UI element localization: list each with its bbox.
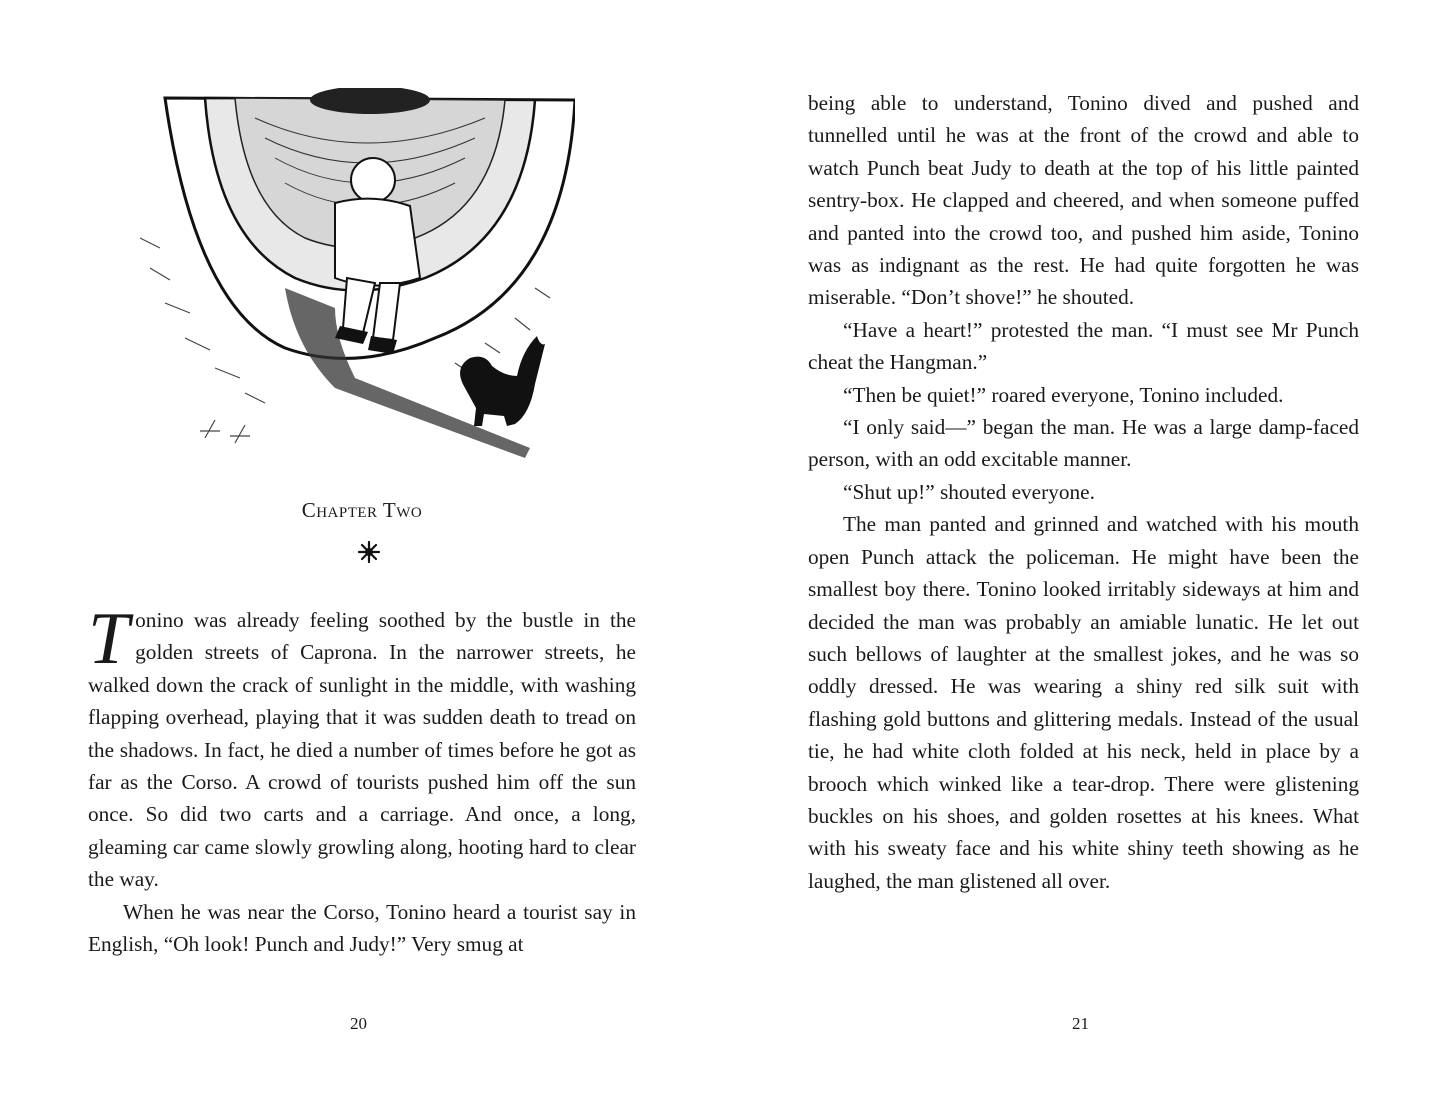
star-ornament-icon: [357, 540, 381, 564]
paragraph: “Then be quiet!” roared everyone, Tonino included.: [843, 382, 1284, 407]
paragraph: “I only said—” began the man. He was a large damp-faced person, with an odd excitable manner.: [808, 415, 1359, 472]
drop-cap: T: [88, 598, 130, 680]
page-number: 20: [350, 1014, 367, 1033]
paragraph: The man panted and grinned and watched with his mouth open Punch attack the policeman. He might have been the smallest boy there. Tonino looked irritably sideways at him and decided the man was probably an amiable lunatic. He let out such bellows of laughter at the smallest jokes, and he was so oddly dressed. He was wearing a shiny red silk suit with flashing gold buttons and glittering medals. Instead of the usual tie, he had white cloth folded at his neck, held in place by a brooch which winked like a tear-drop. There were glistening buckles on his shoes, and golden rosettes at his knees. What with his sweaty face and his white shiny teeth showing as he laughed, the man glistened all over.: [808, 512, 1359, 893]
right-page: [722, 0, 1445, 1095]
left-page: [0, 0, 722, 1095]
paragraph: being able to understand, Tonino dived and pushed and tunnelled until he was at the front of the crowd and able to watch Punch beat Judy to death at the top of his little painted sentry-box. He clapped and cheered, and when someone puffed and panted into the crowd too, and pushed him aside, Tonino was as indignant as the rest. He had quite forgotten he was miserable. “Don’t shove!” he shouted.: [808, 91, 1359, 310]
right-body-text: [808, 87, 1359, 897]
paragraph: “Have a heart!” protested the man. “I must see Mr Punch cheat the Hangman.”: [808, 317, 1359, 375]
paragraph: “Shut up!” shouted everyone.: [843, 479, 1095, 504]
chapter-title: Chapter Two: [301, 498, 423, 522]
opening-paragraph: [88, 598, 636, 896]
page-number: 21: [1072, 1014, 1089, 1033]
chapter-illustration: [135, 88, 575, 468]
paragraph-text: onino was already feeling soothed by the bustle in the golden streets of Caprona. In the narrower streets, he walked down the crack of sunlight in the middle, with washing flapping overhead, playing that it was sudden death to tread on the shadows. In fact, he died a number of times before he got as far as the Corso. A crowd of tourists pushed him off the sun once. So did two carts and a carriage. And once, a long, gleaming car came slowly growling along, hooting hard to clear the way.: [88, 608, 636, 892]
paragraph: When he was near the Corso, Tonino heard a tourist say in English, “Oh look! Punch and Judy!” Very smug at: [88, 899, 636, 957]
left-body-text: [88, 598, 636, 960]
